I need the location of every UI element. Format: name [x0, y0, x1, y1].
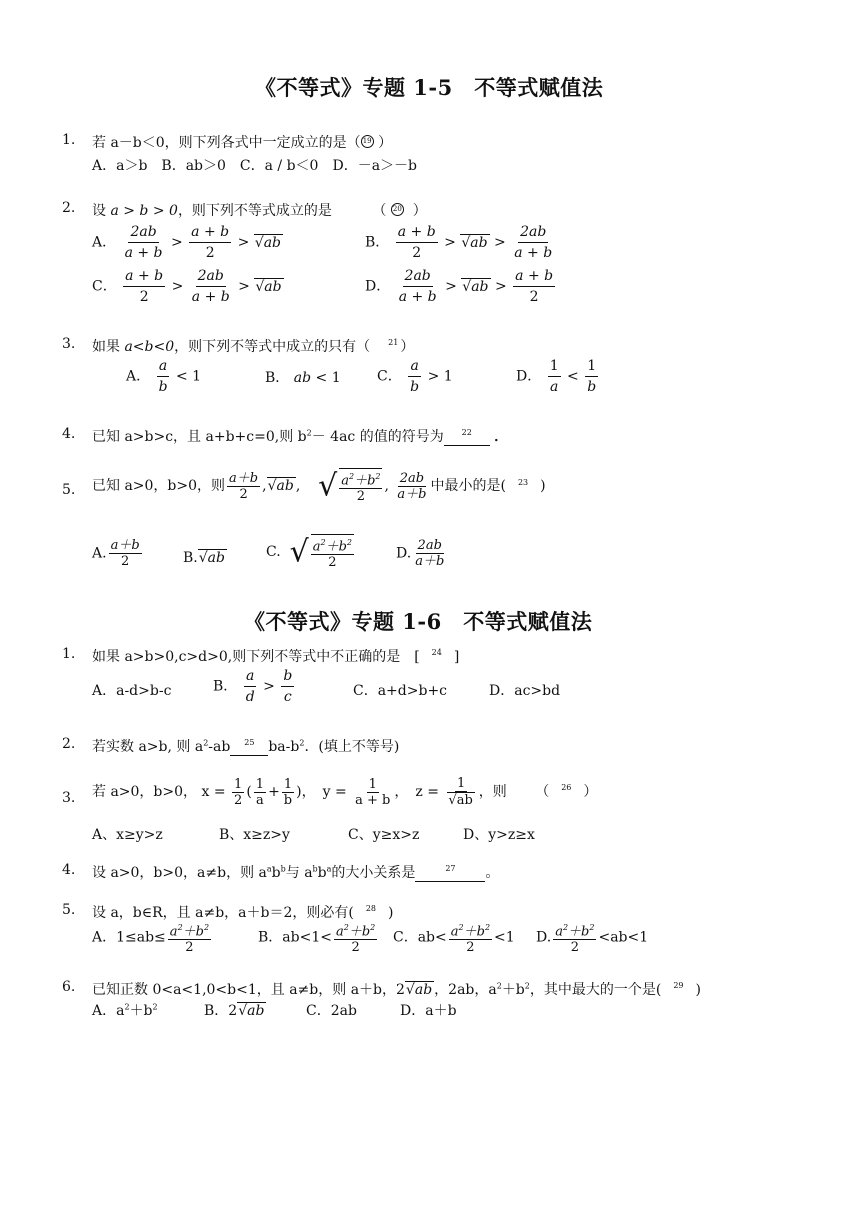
option-2-3-b: B、x≥z>y — [219, 827, 290, 843]
q-number: 6. — [62, 979, 76, 995]
option-2-3-c: C、y≥x>z — [348, 827, 420, 843]
q-number: 2. — [62, 736, 76, 752]
option-2-5-d: D. $\frac{a^2+b^2}{2}$ <ab<1 — [536, 920, 648, 955]
option-2-6-d: D．a＋b — [400, 1003, 457, 1019]
question-2-5: 设 a，b∈R，且 a≠b，a＋b＝2，则必有( $^{28}$ ) — [92, 904, 394, 921]
question-2-3: 若 a>0，b>0， x = $\frac{1}{2}$ ( $\frac{1}{a}$ + $\frac{1}{b}$ )， y = $\frac{1}{a + b}$ ， z = 1 √ ab ，则 （ $^{26}$ ） — [92, 776, 597, 808]
section-title-1-5: 《不等式》专题 1-5 不等式赋值法 — [255, 75, 604, 100]
question-2-1: 如果 a>b>0,c>d>0,则下列不等式中不正确的是 [ $^{24}$ ] — [92, 648, 460, 665]
option-1-2-c: C． $\frac{a + b}{2}$ > $\frac{2ab}{a + b}$ > √ ab — [92, 266, 284, 307]
option-2-1-b: B． $\frac{a}{d}$ > $\frac{b}{c}$ — [213, 668, 293, 705]
q-number: 3. — [62, 336, 76, 352]
option-1-2-b: B． $\frac{a + b}{2}$ > √ ab > $\frac{2ab}{a + b}$ — [365, 222, 556, 263]
option-2-1-d: D．ac>bd — [489, 683, 561, 699]
option-2-5-c: C．ab< $\frac{a^2+b^2}{2}$ <1 — [393, 920, 515, 955]
option-1-5-b: B.√ ab — [183, 549, 227, 566]
q-number: 4. — [62, 426, 76, 442]
options-1-1: A．a＞b B．ab＞0 C．a / b＜0 D．－a＞－b — [92, 158, 418, 174]
question-2-2: 若实数 a>b, 则 $a^2-ab$ $^{25}$ $ba-b^2$．(填上不等号) — [92, 738, 400, 755]
q-number: 1. — [62, 132, 76, 148]
option-2-3-a: A、x≥y>z — [92, 827, 163, 843]
q-number: 4. — [62, 862, 76, 878]
option-2-6-a: A．$a^2+b^2$ — [92, 1002, 158, 1019]
option-2-3-d: D、y>z≥x — [463, 827, 535, 843]
option-1-3-c: C． $\frac{a}{b}$ > 1 — [377, 358, 453, 395]
option-1-2-a: A． $\frac{2ab}{a + b}$ > $\frac{a + b}{2}$ > √ ab — [92, 222, 283, 263]
option-2-1-c: C．a+d>b+c — [353, 683, 448, 699]
question-1-2: 设 a > b > 0，则下列不等式成立的是 （ 20 ） — [92, 203, 427, 219]
option-1-5-d: D. $\frac{2ab}{a+b}$ — [396, 538, 445, 569]
q-number: 5. — [62, 482, 76, 498]
q-number: 3. — [62, 790, 76, 806]
option-1-3-d: D． $\frac{1}{a}$ < $\frac{1}{b}$ — [516, 358, 597, 395]
option-1-3-a: A． $\frac{a}{b}$ < 1 — [126, 358, 202, 395]
option-2-6-b: B．2√ ab — [204, 1000, 266, 1020]
question-1-5: 已知 a>0，b>0，则 $\frac{a+b}{2}$ ,√ ab , √ $\frac{a^2+b^2}{2}$ , $\frac{2ab}{a+b}$ 中最小的是( $^{23}$ ) — [92, 468, 546, 504]
question-2-6: 已知正数 0<a<1,0<b<1，且 a≠b，则 a＋b，2√ ab ，2ab，$a^2+b^2$，其中最大的一个是( $^{29}$ ) — [92, 979, 701, 999]
option-1-5-a: A. $\frac{a+b}{2}$ — [92, 538, 140, 569]
question-1-4: 已知 a>b>c，且 a+b+c=0,则 $b^2- 4ac$ 的值的符号为 $^{22}$ ． — [92, 428, 509, 445]
q-number: 5. — [62, 902, 76, 918]
option-2-5-a: A．1≤ab≤ $\frac{a^2+b^2}{2}$ — [92, 920, 213, 955]
option-2-5-b: B．ab<1< $\frac{a^2+b^2}{2}$ — [258, 920, 379, 955]
question-1-1: 若 a－b＜0，则下列各式中一定成立的是（ 19 ） — [92, 135, 393, 151]
option-2-6-c: C．2ab — [306, 1003, 357, 1019]
option-1-2-d: D． $\frac{2ab}{a + b}$ > √ ab > $\frac{a + b}{2}$ — [365, 266, 557, 307]
question-1-3: 如果 a<b<0，则下列不等式中成立的只有（ $^{21}$ ） — [92, 338, 415, 355]
q-number: 2. — [62, 200, 76, 216]
section-title-1-6: 《不等式》专题 1-6 不等式赋值法 — [244, 609, 593, 634]
question-2-4: 设 a>0，b>0，a≠b，则 $a^ab^b$与 $a^bb^a$的大小关系是 $^{27}$ 。 — [92, 864, 500, 881]
option-2-1-a: A．a-d>b-c — [92, 683, 172, 699]
option-1-3-b: B． ab < 1 — [265, 370, 341, 386]
option-1-5-c: C. √ $\frac{a^2+b^2}{2}$ — [266, 534, 352, 571]
q-number: 1. — [62, 646, 76, 662]
